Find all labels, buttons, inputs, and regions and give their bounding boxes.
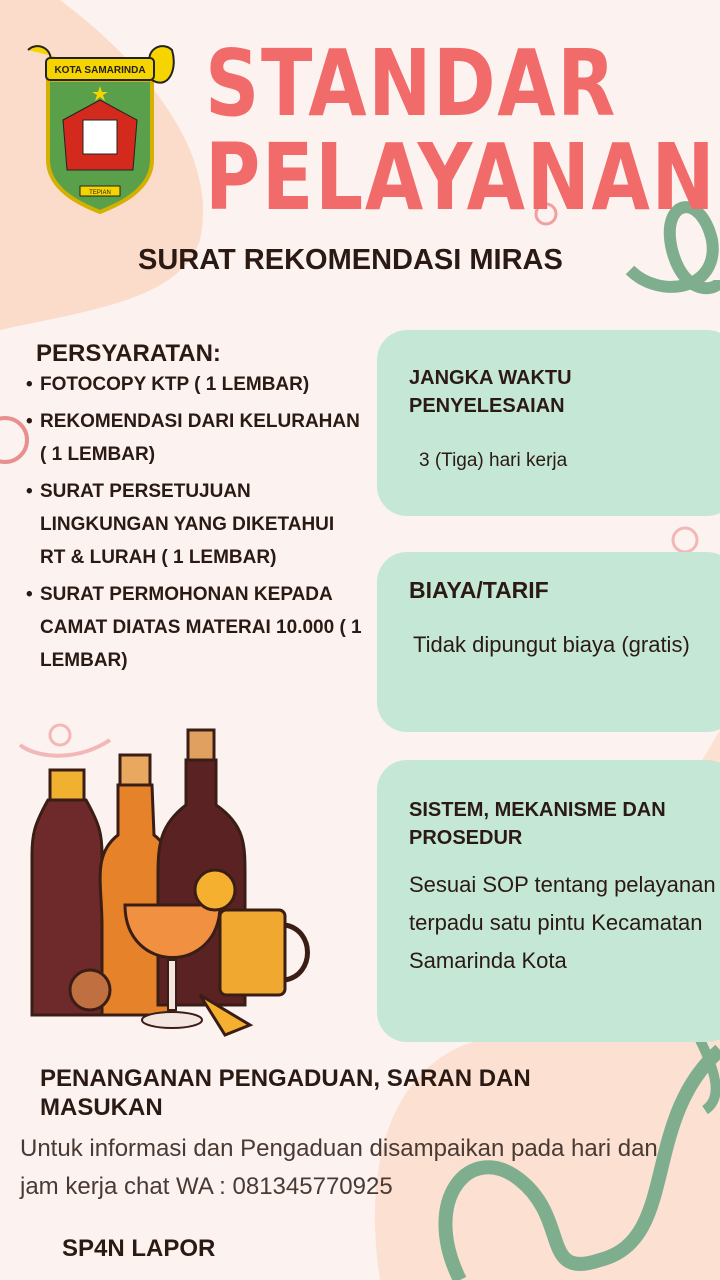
svg-text:KOTA SAMARINDA: KOTA SAMARINDA [54,65,146,76]
svg-text:TEPIAN: TEPIAN [89,190,111,196]
fee-box [377,552,720,732]
title-line-1: STANDAR [205,30,618,137]
drinks-illustration [20,725,320,1045]
procedure-title: SISTEM, MEKANISME DAN PROSEDUR [409,799,666,849]
procedure-value: Sesuai SOP tentang pelayanan terpadu satu pintu Kecamatan Samarinda Kota [409,872,716,973]
kota-samarinda-logo [18,40,182,215]
requirement-item: • FOTOCOPY KTP ( 1 LEMBAR) [24,368,364,401]
complaints-heading: PENANGANAN PENGADUAN, SARAN DAN MASUKAN [40,1065,531,1121]
duration-box [377,330,720,516]
requirements-heading: PERSYARATAN: [36,340,221,367]
requirement-item: • REKOMENDASI DARI KELURAHAN ( 1 LEMBAR) [24,405,364,471]
title-line-2: PELAYANAN [205,124,717,231]
requirement-item: • SURAT PERMOHONAN KEPADA CAMAT DIATAS MATERAI 10.000 ( 1 LEMBAR) [24,578,364,677]
requirements-list [24,368,364,681]
duration-title: JANGKA WAKTU PENYELESAIAN [409,367,572,417]
fee-value: Tidak dipungut biaya (gratis) [413,632,690,657]
complaints-info: Untuk informasi dan Pengaduan disampaikan pada hari dan jam kerja chat WA : 081345770925 [20,1135,658,1200]
fee-title: BIAYA/TARIF [409,577,549,603]
requirement-item: • SURAT PERSETUJUAN LINGKUNGAN YANG DIKETAHUI RT & LURAH ( 1 LEMBAR) [24,475,364,574]
subtitle: SURAT REKOMENDASI MIRAS [138,244,563,276]
procedure-box [377,760,720,1042]
duration-value: 3 (Tiga) hari kerja [419,450,568,471]
sp4n-lapor-label: SP4N LAPOR [62,1235,216,1262]
